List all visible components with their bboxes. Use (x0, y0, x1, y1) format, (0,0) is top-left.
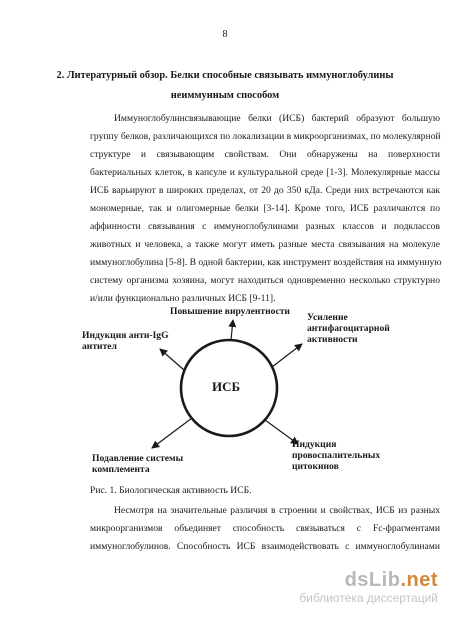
paragraph-2-line: Несмотря на значительные различия в строении и свойствах, ИСБ из разных (114, 505, 440, 516)
paragraph-1-line: иммуноглобулина [5-8]. В одной бактерии, как инструмент воздействия на иммунную (90, 257, 442, 268)
paragraph-1-line: животных и человека, а также могут иметь разные места связывания на молекуле (90, 239, 440, 250)
label-complement-suppression (92, 453, 183, 475)
label-line: провоспалительных (292, 450, 381, 461)
paragraph-1-line: ИСБ варьируют в широких пределах, от 20 до 350 кДа. Среди них встречаются как (90, 185, 440, 196)
page-number: 8 (222, 29, 228, 40)
label-line: Усиление (307, 312, 348, 323)
paragraph-2-line: иммуноглобулинов. Способность ИСБ взаимодействовать с иммуноглобулинами (90, 541, 440, 552)
paragraph-2-line: микроорганизмов объединяет способность связываться с Fc-фрагментами (90, 523, 440, 534)
label-anti-igg-induction (82, 330, 169, 352)
paragraph-1-line: аффинности связывания с иммуноглобулинами разных классов и подклассов (90, 221, 440, 232)
label-line: Индукция (292, 439, 337, 450)
watermark-logo (299, 569, 438, 591)
paragraph-1-line: Иммуноглобулинсвязывающие белки (ИСБ) бактерий образуют большую (114, 113, 440, 124)
label-line: Индукция анти-IgG (82, 330, 169, 341)
label-line: антифагоцитарной (307, 323, 390, 334)
watermark-tagline: библиотека диссертаций (299, 591, 438, 605)
label-line: цитокинов (292, 461, 339, 472)
watermark-name: dsLib (344, 569, 401, 591)
paragraph-1-line: бактериальных клеток, в капсуле и культуральной среде [1-3]. Молекулярные массы (90, 167, 440, 178)
label-line: Подавление системы (92, 453, 184, 464)
paragraph-1-line: группу белков, различающихся по локализации в микроорганизмах, по молекулярной (90, 131, 441, 142)
figure-caption: Рис. 1. Биологическая активность ИСБ. (90, 485, 252, 496)
center-label: ИСБ (212, 379, 241, 394)
arrow-left (160, 349, 184, 370)
arrow-bottom-left (152, 418, 192, 448)
heading-line-2: неиммунным способом (170, 90, 280, 101)
label-cytokine-induction (292, 439, 380, 472)
label-line: активности (307, 334, 358, 345)
paragraph-1-line: и/или функционально различных ИСБ [9-11]. (90, 293, 276, 304)
label-antiphagocytic (307, 312, 390, 345)
label-line: комплемента (92, 464, 150, 475)
paragraph-1-line: структуре и связывающим свойствам. Они обнаружены на поверхности (90, 149, 440, 160)
label-virulence: Повышение вирулентности (170, 306, 290, 317)
label-line: антител (82, 341, 117, 352)
dslib-watermark (299, 569, 438, 605)
paragraph-1-line: систему организма хозяина, могут находиться одновременно несколько структурно (90, 275, 440, 286)
paragraph-1-line: мономерные, так и олигомерные белки [3-14]. Кроме того, ИСБ различаются по (90, 203, 440, 214)
arrow-top (231, 320, 233, 340)
watermark-domain: .net (400, 569, 438, 591)
heading-line-1: 2. Литературный обзор. Белки способные связывать иммуноглобулины (56, 70, 394, 81)
arrow-right (272, 344, 302, 367)
